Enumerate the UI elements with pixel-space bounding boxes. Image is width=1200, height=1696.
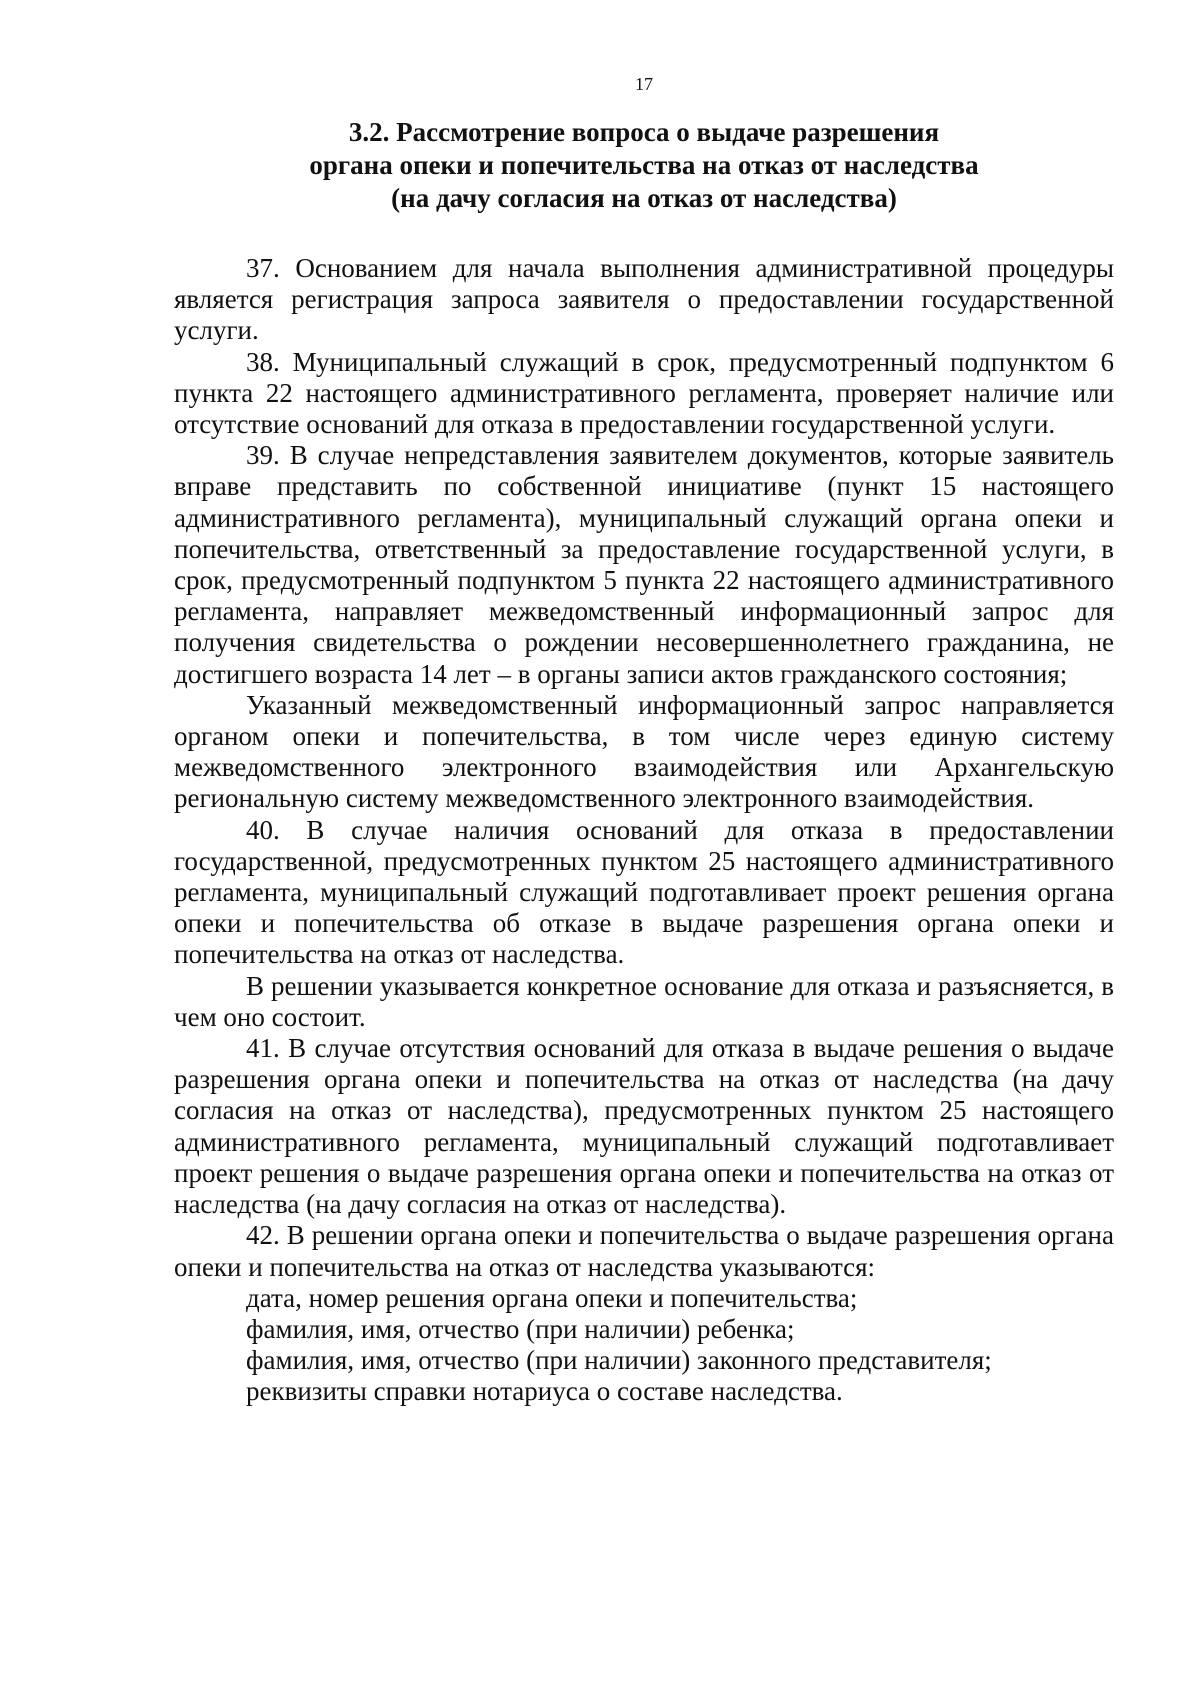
paragraph-40: 40. В случае наличия оснований для отказа в предоставлении государственной, предусмотренных пунктом 25 настоящего административного регламента, муниципальный служащий подготавливает проект решения органа опеки и попечительства об отказе в выдаче разрешения органа опеки и попечительства на отказ от наследства. — [174, 814, 1114, 970]
list-item: фамилия, имя, отчество (при наличии) законного представителя; — [246, 1345, 992, 1376]
section-title-line-3: (на дачу согласия на отказ от наследства) — [391, 183, 897, 213]
paragraph-41: 41. В случае отсутствия оснований для отказа в выдаче решения о выдаче разрешения органа опеки и попечительства на отказ от наследства (на дачу согласия на отказ от наследства), предусмотренных пунктом 25 настоящего административного регламента, муниципальный служащий подготавливает проект решения о выдаче разрешения органа опеки и попечительства на отказ от наследства (на дачу согласия на отказ от наследства). — [174, 1033, 1114, 1220]
paragraph-38: 38. Муниципальный служащий в срок, предусмотренный подпунктом 6 пункта 22 настоящего административного регламента, проверяет наличие или отсутствие оснований для отказа в предоставлении государственной услуги. — [174, 346, 1114, 440]
list-item: фамилия, имя, отчество (при наличии) ребенка; — [246, 1313, 795, 1344]
paragraph-42: 42. В решении органа опеки и попечительства о выдаче разрешения органа опеки и попечительства на отказ от наследства указываются: — [174, 1220, 1114, 1282]
paragraph-37: 37. Основанием для начала выполнения административной процедуры является регистрация запроса заявителя о предоставлении государственной услуги. — [174, 253, 1114, 346]
list-item: реквизиты справки нотариуса о составе наследства. — [246, 1376, 843, 1407]
section-title-line-1: 3.2. Рассмотрение вопроса о выдаче разрешения — [348, 117, 940, 147]
paragraph-39: 39. В случае непредставления заявителем документов, которые заявитель вправе представить по собственной инициативе (пункт 15 настоящего административного регламента), муниципальный служащий органа опеки и попечительства, ответственный за предоставление государственной услуги, в срок, предусмотренный подпунктом 5 пункта 22 настоящего административного регламента, направляет межведомственный информационный запрос для получения свидетельства о рождении несовершеннолетнего гражданина, не достигшего возраста 14 лет – в органы записи актов гражданского состояния; — [174, 440, 1114, 689]
document-body — [174, 253, 1114, 1408]
page-number: 17 — [635, 74, 653, 94]
list-item: дата, номер решения органа опеки и попечительства; — [246, 1282, 858, 1313]
section-title — [174, 116, 1114, 215]
paragraph-40-continuation: В решении указывается конкретное основание для отказа и разъясняется, в чем оно состоит. — [174, 970, 1114, 1032]
section-title-line-2: органа опеки и попечительства на отказ от наследства — [309, 150, 979, 180]
paragraph-39-continuation: Указанный межведомственный информационный запрос направляется органом опеки и попечительства, в том числе через единую систему межведомственного электронного взаимодействия или Архангельскую региональную систему межведомственного электронного взаимодействия. — [174, 689, 1114, 814]
